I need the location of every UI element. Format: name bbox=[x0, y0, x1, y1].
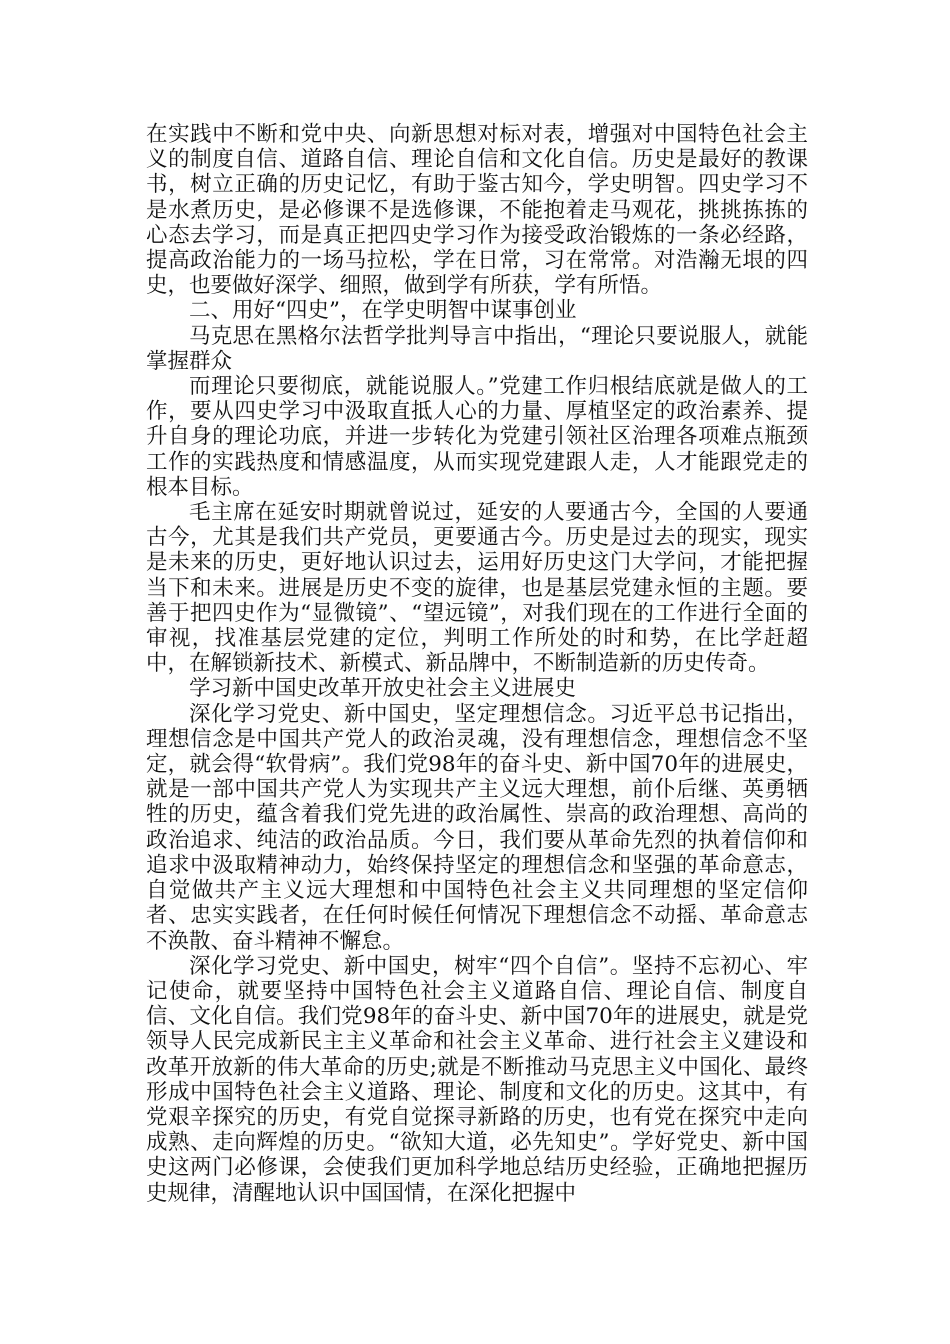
paragraph-marx-quote: 马克思在黑格尔法哲学批判导言中指出，“理论只要说服人，就能掌握群众 bbox=[146, 323, 808, 374]
paragraph-party-building: 而理论只要彻底，就能说服人。”党建工作归根结底就是做人的工作，要从四史学习中汲取直抵人心的力量、厚植坚定的政治素养、提升自身的理论功底，并进一步转化为党建引领社区治理各项难点瓶颈工作的实践热度和情感温度，从而实现党建跟人走，人才能跟党走的根本目标。 bbox=[146, 374, 808, 500]
section-heading-history: 学习新中国史改革开放史社会主义进展史 bbox=[189, 676, 577, 702]
paragraph-chairman-mao: 毛主席在延安时期就曾说过，延安的人要通古今，全国的人要通古今，尤其是我们共产党员，更要通古今。历史是过去的现实，现实是未来的历史，更好地认识过去，运用好历史这门大学问，才能把握当下和未来。进展是历史不变的旋律，也是基层党建永恒的主题。要善于把四史作为“显微镜”、“望远镜”，对我们现在的工作进行全面的审视，找准基层党建的定位，判明工作所处的时和势，在比学赶超中，在解锁新技术、新模式、新品牌中，不断制造新的历史传奇。 bbox=[146, 500, 809, 677]
paragraph-four-confidences: 深化学习党史、新中国史，树牢“四个自信”。坚持不忘初心、牢记使命，就要坚持中国特色社会主义道路自信、理论自信、制度自信、文化自信。我们党98年的奋斗史、新中国70年的进展史，就是党领导人民完成新民主主义革命和社会主义革命、进行社会主义建设和改革开放新的伟大革命的历史;就是不断推动马克思主义中国化、最终形成中国特色社会主义道路、理论、制度和文化的历史。这其中，有党艰辛探究的历史，有党自觉探寻新路的历史，也有党在探究中走向成熟、走向辉煌的历史。“欲知大道，必先知史”。学好党史、新中国史这两门必修课，会使我们更加科学地总结历史经验，正确地把握历史规律，清醒地认识中国国情，在深化把握中 bbox=[146, 953, 808, 1206]
section-heading-2: 二、用好“四史”，在学史明智中谋事创业 bbox=[189, 298, 577, 324]
paragraph-1: 在实践中不断和党中央、向新思想对标对表，增强对中国特色社会主义的制度自信、道路自信、理论自信和文化自信。历史是最好的教课书，树立正确的历史记忆，有助于鉴古知今，学史明智。四史学习不是水煮历史，是必修课不是选修课，不能抱着走马观花，挑挑拣拣的心态去学习，而是真正把四史学习作为接受政治锻炼的一条必经路，提高政治能力的一场马拉松，学在日常，习在常常。对浩瀚无垠的四史，也要做好深学、细照，做到学有所获，学有所悟。 bbox=[146, 122, 808, 299]
document-page bbox=[146, 122, 808, 1206]
paragraph-ideals: 深化学习党史、新中国史，坚定理想信念。习近平总书记指出，理想信念是中国共产党人的政治灵魂，没有理想信念，理想信念不坚定，就会得“软骨病”。我们党98年的奋斗史、新中国70年的进展史，就是一部中国共产党人为实现共产主义远大理想，前仆后继、英勇牺牲的历史，蕴含着我们党先进的政治属性、崇高的政治理想、高尚的政治追求、纯洁的政治品质。今日，我们要从革命先烈的执着信仰和追求中汲取精神动力，始终保持坚定的理想信念和坚强的革命意志，自觉做共产主义远大理想和中国特色社会主义共同理想的坚定信仰者、忠实实践者，在任何时候任何情况下理想信念不动摇、革命意志不涣散、奋斗精神不懈怠。 bbox=[146, 701, 808, 954]
